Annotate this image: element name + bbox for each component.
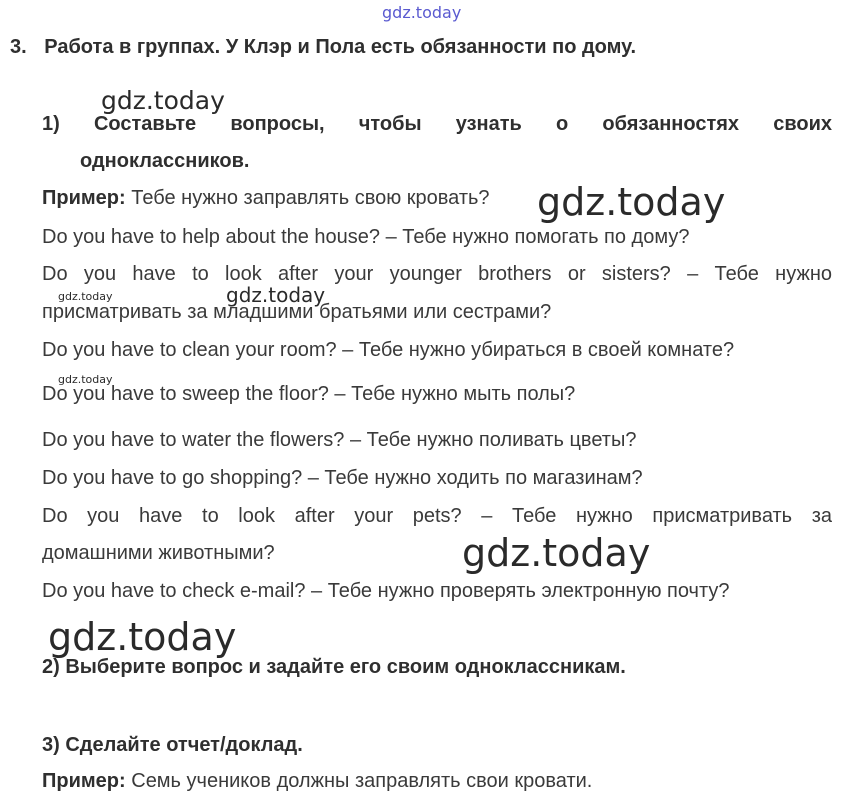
example-text: Семь учеников должны заправлять свои кровати. <box>125 770 593 792</box>
example-line <box>42 187 490 210</box>
example-label: Пример: <box>42 187 126 209</box>
question-line: Do you have to go shopping? – Тебе нужно ходить по магазинам? <box>42 467 643 489</box>
watermark: gdz.today <box>462 531 651 575</box>
question-line: Do you have to sweep the floor? – Тебе нужно мыть полы? <box>42 383 576 405</box>
step1-line2: одноклассников. <box>80 150 250 172</box>
watermark: gdz.today <box>101 86 225 115</box>
watermark: gdz.today <box>382 3 462 22</box>
task-heading <box>10 36 636 59</box>
watermark: gdz.today <box>58 373 113 386</box>
example-label: Пример: <box>42 770 126 792</box>
watermark: gdz.today <box>48 615 237 659</box>
step1-text: Составьте вопросы, чтобы узнать о обязанностях своих <box>93 113 833 135</box>
question-line: Do you have to clean your room? – Тебе нужно убираться в своей комнате? <box>42 339 735 361</box>
step1-label: 1) <box>42 113 60 135</box>
step2-text: 2) Выберите вопрос и задайте его своим одноклассникам. <box>42 656 626 678</box>
step1-line1 <box>42 113 832 136</box>
task-number: 3. <box>10 36 27 58</box>
question-line: присматривать за младшими братьями или сестрами? <box>42 301 552 323</box>
example-text: Тебе нужно заправлять свою кровать? <box>125 187 490 209</box>
question-line: Do you have to water the flowers? – Тебе нужно поливать цветы? <box>42 429 637 451</box>
step3-text: 3) Сделайте отчет/доклад. <box>42 734 303 756</box>
watermark: gdz.today <box>226 283 326 307</box>
watermark: gdz.today <box>58 290 113 303</box>
question-line: Do you have to help about the house? – Тебе нужно помогать по дому? <box>42 226 690 248</box>
question-line: Do you have to check e-mail? – Тебе нужно проверять электронную почту? <box>42 580 730 602</box>
task-title: Работа в группах. У Клэр и Пола есть обязанности по дому. <box>44 36 637 58</box>
question-line: Do you have to look after your younger brothers or sisters? – Тебе нужно <box>42 263 832 285</box>
example-line <box>42 770 592 793</box>
question-line: Do you have to look after your pets? – Тебе нужно присматривать за <box>42 505 832 527</box>
watermark: gdz.today <box>537 180 726 224</box>
question-line: домашними животными? <box>42 542 275 564</box>
